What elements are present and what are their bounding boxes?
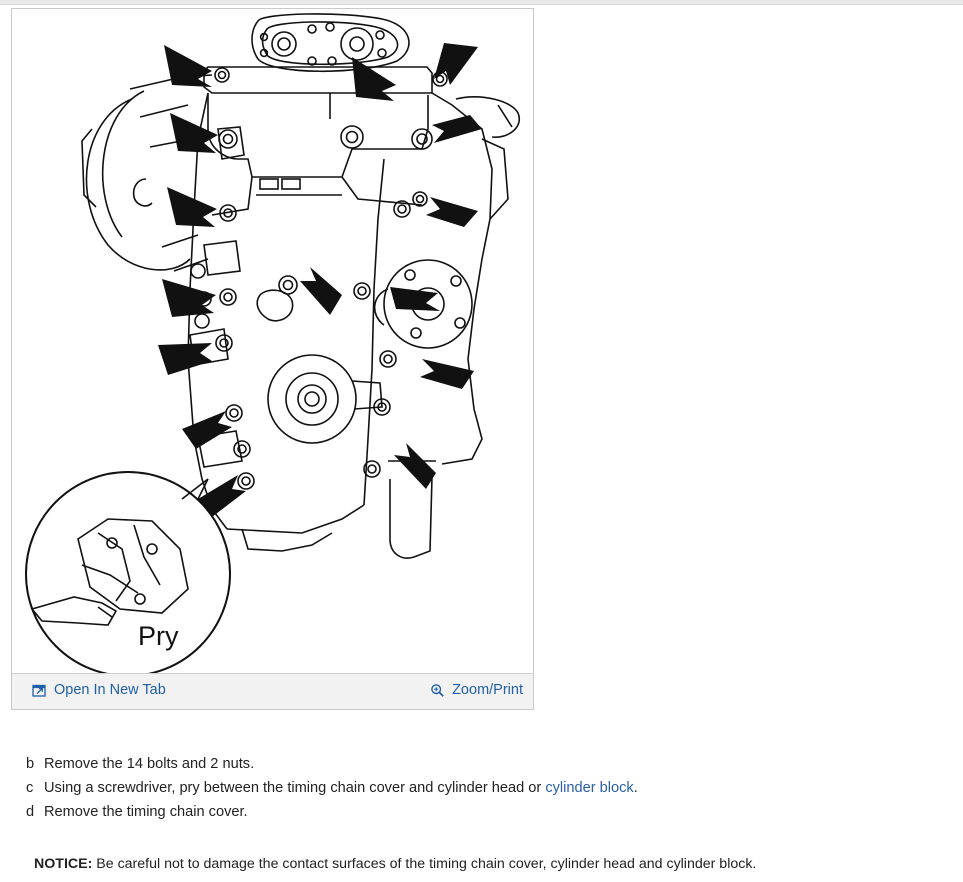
- step-text: [44, 780, 638, 796]
- top-divider: [0, 0, 963, 5]
- notice-label: NOTICE:: [34, 856, 93, 872]
- cylinder-block-link[interactable]: cylinder block: [545, 780, 634, 796]
- notice-block: [34, 856, 944, 872]
- step-text-main: Remove the timing chain cover.: [44, 804, 248, 820]
- list-item: [26, 804, 926, 820]
- step-letter: d: [26, 804, 35, 820]
- figure-toolbar: [12, 673, 533, 709]
- open-in-new-tab-button[interactable]: [32, 682, 166, 698]
- list-item: [26, 780, 926, 796]
- magnifier-icon: [430, 683, 445, 698]
- step-text: [44, 756, 254, 772]
- list-item: [26, 756, 926, 772]
- step-text-main: Using a screwdriver, pry between the timing chain cover and cylinder head or: [44, 780, 546, 796]
- zoom-print-label: Zoom/Print: [452, 682, 523, 698]
- open-in-new-tab-label: Open In New Tab: [54, 682, 166, 698]
- zoom-print-button[interactable]: [430, 682, 523, 698]
- step-letter: c: [26, 780, 34, 796]
- step-text-main: Remove the 14 bolts and 2 nuts.: [44, 756, 255, 772]
- pry-callout-label: Pry: [138, 621, 179, 651]
- step-text-tail: .: [633, 780, 638, 796]
- notice-text: Be careful not to damage the contact surfaces of the timing chain cover, cylinder head and cylinder block.: [92, 856, 757, 872]
- step-text: [44, 804, 248, 820]
- procedure-steps: [26, 756, 926, 828]
- open-in-new-tab-icon: [32, 683, 47, 698]
- step-letter: b: [26, 756, 35, 772]
- figure-panel: [11, 8, 534, 710]
- engine-diagram-image: [12, 9, 533, 674]
